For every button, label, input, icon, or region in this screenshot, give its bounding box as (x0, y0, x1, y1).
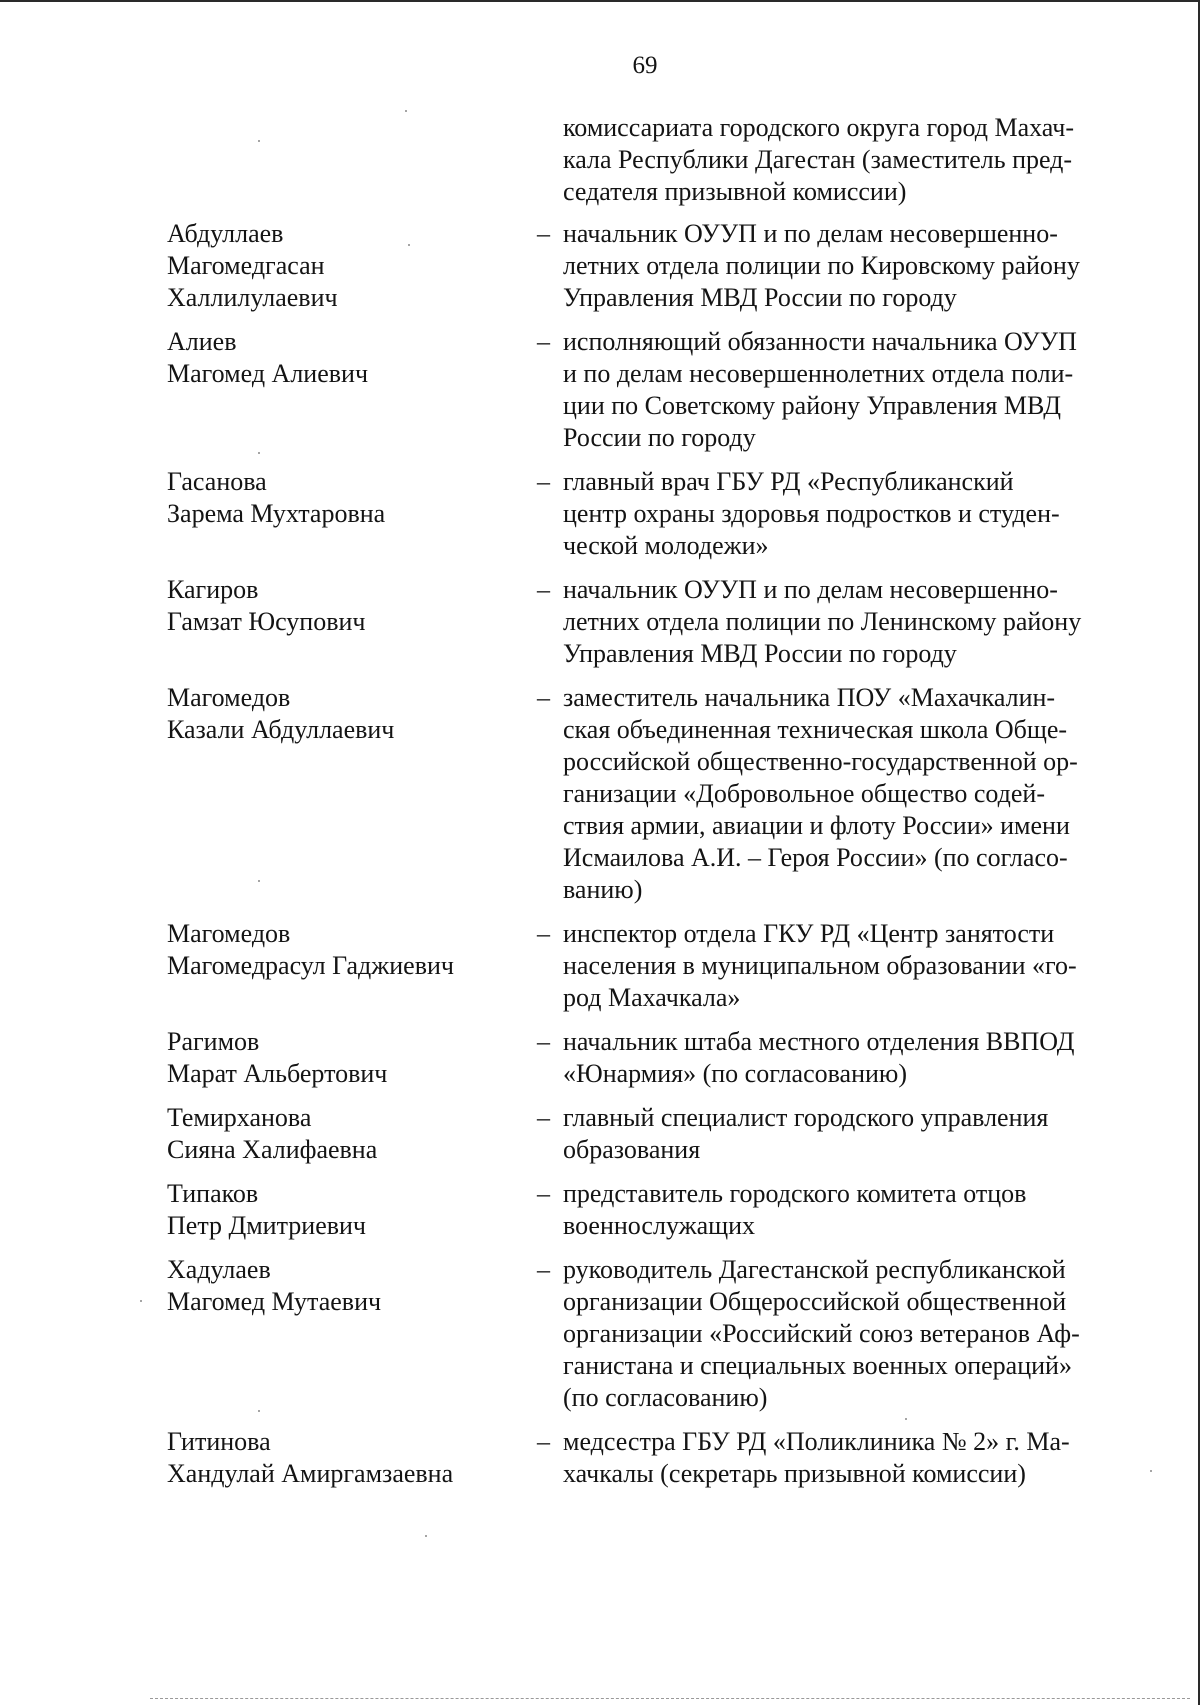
position-line: образования (563, 1135, 701, 1164)
member-position (563, 1026, 1127, 1090)
member-name (167, 682, 537, 746)
position-line: главный врач ГБУ РД «Республиканский (563, 467, 1014, 496)
position-line: главный специалист городского управления (563, 1103, 1049, 1132)
continuation-paragraph (563, 112, 1127, 208)
member-entry (0, 466, 1200, 562)
member-entry (0, 1102, 1200, 1166)
member-entry (0, 574, 1200, 670)
position-line: Управления МВД России по городу (563, 283, 957, 312)
position-line: начальник ОУУП и по делам несовершенно- (563, 575, 1058, 604)
scan-speck (408, 244, 410, 246)
member-name (167, 1026, 537, 1090)
position-line: заместитель начальника ПОУ «Махачкалин- (563, 683, 1056, 712)
name-line: Гасанова (167, 467, 267, 496)
name-line: Типаков (167, 1179, 259, 1208)
position-line: организации Общероссийской общественной (563, 1287, 1067, 1316)
member-name (167, 1426, 537, 1490)
position-line: инспектор отдела ГКУ РД «Центр занятости (563, 919, 1055, 948)
position-line: ванию) (563, 875, 643, 904)
member-name (167, 1178, 537, 1242)
name-line: Рагимов (167, 1027, 260, 1056)
name-line: Хандулай Амиргамзаевна (167, 1459, 454, 1488)
position-line: российской общественно-государственной ор- (563, 747, 1078, 776)
name-line: Гамзат Юсупович (167, 607, 366, 636)
member-name (167, 918, 537, 982)
name-line: Казали Абдуллаевич (167, 715, 395, 744)
name-line: Магомедов (167, 683, 291, 712)
entry-dash: – (537, 467, 550, 496)
member-entry (0, 682, 1200, 906)
member-name (167, 466, 537, 530)
member-name (167, 326, 537, 390)
scan-speck (258, 452, 260, 454)
position-line: род Махачкала» (563, 983, 741, 1012)
continuation-line: комиссариата городского округа город Махач- (563, 113, 1075, 142)
name-line: Магомедрасул Гаджиевич (167, 951, 454, 980)
member-name (167, 1254, 537, 1318)
position-line: хачкалы (секретарь призывной комиссии) (563, 1459, 1026, 1488)
name-line: Кагиров (167, 575, 259, 604)
position-line: ская объединенная техническая школа Обще- (563, 715, 1068, 744)
entry-dash: – (537, 683, 550, 712)
scan-speck (905, 1418, 907, 1420)
position-line: России по городу (563, 423, 756, 452)
name-line: Хадулаев (167, 1255, 271, 1284)
member-entry (0, 918, 1200, 1014)
entry-dash: – (537, 1027, 550, 1056)
position-line: Управления МВД России по городу (563, 639, 957, 668)
position-line: «Юнармия» (по согласованию) (563, 1059, 908, 1088)
continuation-line: седателя призывной комиссии) (563, 177, 907, 206)
position-line: летних отдела полиции по Кировскому району (563, 251, 1080, 280)
member-position (563, 1102, 1127, 1166)
member-position (563, 1178, 1127, 1242)
name-line: Абдуллаев (167, 219, 284, 248)
member-position (563, 218, 1127, 314)
commission-member-list (0, 218, 1200, 1490)
position-line: центр охраны здоровья подростков и студен- (563, 499, 1060, 528)
entry-dash: – (537, 327, 550, 356)
entry-dash: – (537, 575, 550, 604)
member-position (563, 1254, 1127, 1414)
name-line: Алиев (167, 327, 237, 356)
scan-speck (1150, 1470, 1152, 1472)
member-entry (0, 1426, 1200, 1490)
position-line: летних отдела полиции по Ленинскому району (563, 607, 1082, 636)
entry-dash: – (537, 1103, 550, 1132)
scan-speck (258, 140, 260, 142)
name-line: Сияна Халифаевна (167, 1135, 378, 1164)
position-line: Исмаилова А.И. – Героя России» (по согласо- (563, 843, 1068, 872)
scan-speck (425, 1535, 427, 1537)
position-line: ганистана и специальных военных операций» (563, 1351, 1072, 1380)
name-line: Марат Альбертович (167, 1059, 388, 1088)
name-line: Магомед Алиевич (167, 359, 369, 388)
page-edge-top (0, 0, 1200, 2)
member-position (563, 918, 1127, 1014)
name-line: Магомедов (167, 919, 291, 948)
member-position (563, 466, 1127, 562)
scan-speck (405, 110, 407, 112)
member-name (167, 574, 537, 638)
member-entry (0, 1026, 1200, 1090)
name-line: Петр Дмитриевич (167, 1211, 366, 1240)
position-line: начальник штаба местного отделения ВВПОД (563, 1027, 1075, 1056)
position-line: населения в муниципальном образовании «го- (563, 951, 1077, 980)
name-line: Зарема Мухтаровна (167, 499, 386, 528)
position-line: исполняющий обязанности начальника ОУУП (563, 327, 1077, 356)
position-line: (по согласованию) (563, 1383, 768, 1412)
entry-dash: – (537, 1427, 550, 1456)
entry-dash: – (537, 1179, 550, 1208)
position-line: ганизации «Добровольное общество содей- (563, 779, 1045, 808)
position-line: военнослужащих (563, 1211, 756, 1240)
name-line: Магомед Мутаевич (167, 1287, 382, 1316)
entry-dash: – (537, 219, 550, 248)
page-number: 69 (632, 52, 658, 79)
position-line: и по делам несовершеннолетних отдела поли- (563, 359, 1074, 388)
entry-dash: – (537, 1255, 550, 1284)
member-position (563, 682, 1127, 906)
member-position (563, 574, 1127, 670)
position-line: начальник ОУУП и по делам несовершенно- (563, 219, 1058, 248)
scan-speck (140, 1300, 142, 1302)
position-line: медсестра ГБУ РД «Поликлиника № 2» г. Ма- (563, 1427, 1070, 1456)
member-entry (0, 326, 1200, 454)
position-line: организации «Российский союз ветеранов Аф- (563, 1319, 1080, 1348)
position-line: ческой молодежи» (563, 531, 769, 560)
position-line: ции по Советскому району Управления МВД (563, 391, 1062, 420)
position-line: ствия армии, авиации и флоту России» имени (563, 811, 1070, 840)
name-line: Магомедгасан (167, 251, 325, 280)
member-entry (0, 218, 1200, 314)
position-line: руководитель Дагестанской республиканской (563, 1255, 1066, 1284)
scan-speck (258, 1410, 260, 1412)
member-position (563, 1426, 1127, 1490)
member-name (167, 1102, 537, 1166)
name-line: Халлилулаевич (167, 283, 338, 312)
name-line: Гитинова (167, 1427, 271, 1456)
continuation-line: кала Республики Дагестан (заместитель пред- (563, 145, 1073, 174)
member-entry (0, 1254, 1200, 1414)
member-position (563, 326, 1127, 454)
position-line: представитель городского комитета отцов (563, 1179, 1027, 1208)
scan-bottom-edge (150, 1698, 1190, 1700)
scan-speck (258, 880, 260, 882)
member-entry (0, 1178, 1200, 1242)
member-name (167, 218, 537, 314)
entry-dash: – (537, 919, 550, 948)
name-line: Темирханова (167, 1103, 312, 1132)
